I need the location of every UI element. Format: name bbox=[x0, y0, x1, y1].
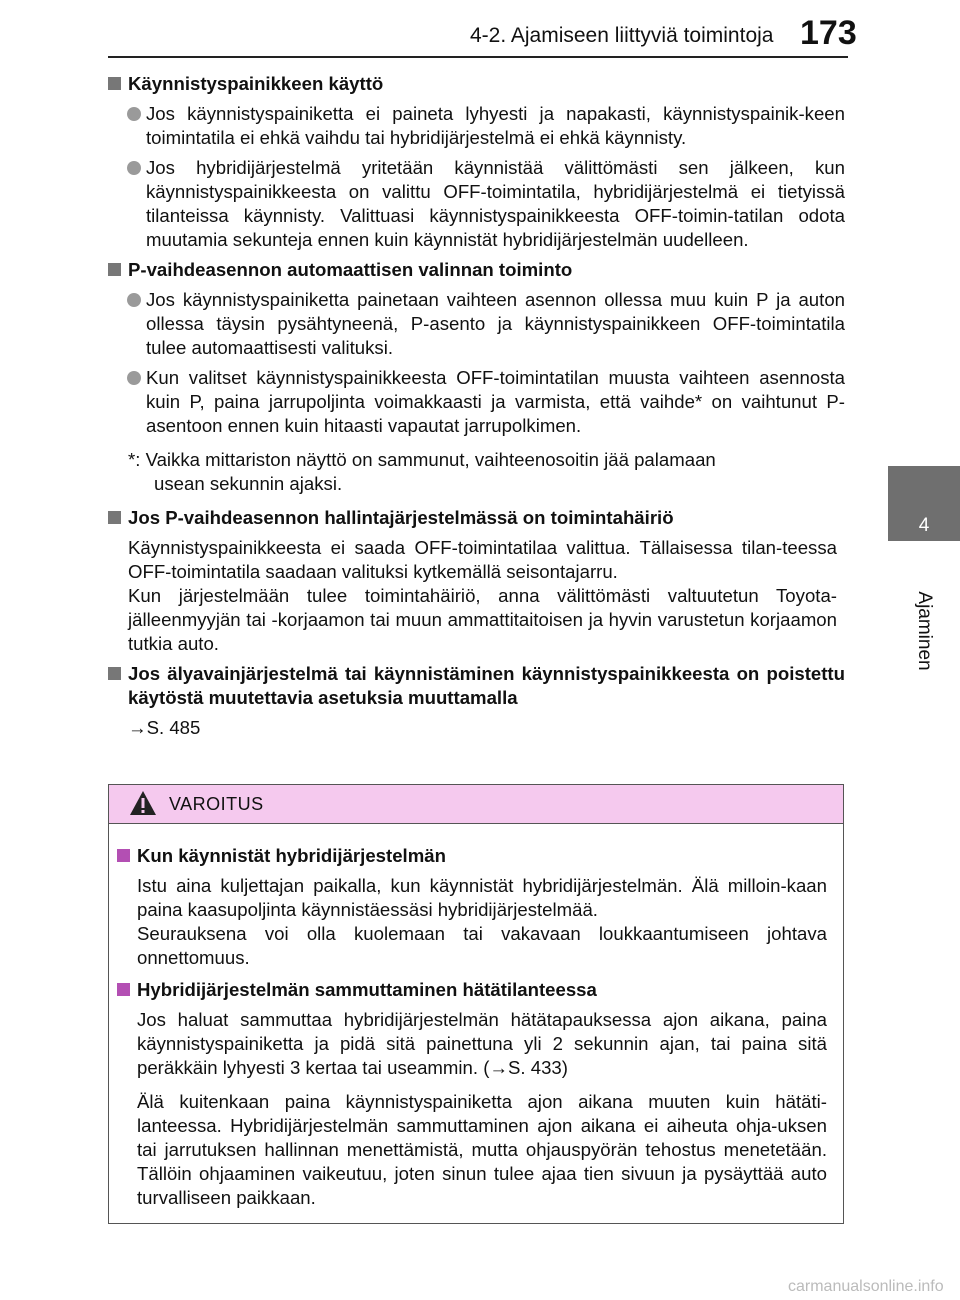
warning-subheading: Kun käynnistät hybridijärjestelmän bbox=[117, 844, 827, 868]
page-reference-link[interactable]: →S. 485 bbox=[128, 717, 201, 738]
main-content bbox=[108, 66, 845, 740]
warning-title: VAROITUS bbox=[169, 794, 264, 814]
chapter-label-box bbox=[888, 541, 960, 781]
warning-header bbox=[109, 785, 843, 824]
section-heading: Jos älyavainjärjestelmä tai käynnistäminen käynnistyspainikkeesta on poistettu käytöstä muutettavia asetuksia muuttamalla bbox=[108, 662, 845, 710]
chapter-tab[interactable] bbox=[888, 466, 960, 541]
page-number: 173 bbox=[800, 14, 857, 52]
warning-paragraph: Älä kuitenkaan paina käynnistyspainiketta ajon aikana muuten kuin hätäti-lanteessa. Hybridijärjestelmän sammuttaminen ajon aikana ei aiheuta ohja-uksen tai jarrutuksen hallinnan menettämistä, mutta ohjauspyörän tehostus menetetään. Tällöin ohjaaminen vaikeutuu, joten sinun tulee ajaa tien sivuun ja pysäyttää auto turvalliseen paikkaan. bbox=[137, 1091, 827, 1208]
bullet-item: Jos käynnistyspainiketta painetaan vaihteen asennon ollessa muu kuin P ja auton ollessa täysin pysähtyneenä, P-asento ja käynnistyspainikkeen OFF-toimintatila tulee automaattisesti valituksi. bbox=[108, 288, 845, 360]
warning-triangle-icon bbox=[129, 790, 157, 816]
chapter-number: 4 bbox=[918, 515, 930, 536]
section-heading: Jos P-vaihdeasennon hallintajärjestelmässä on toimintahäiriö bbox=[108, 506, 845, 530]
bullet-item: Kun valitset käynnistyspainikkeesta OFF-toimintatilan muusta vaihteen asennosta kuin P, paina jarrupoljinta voimakkaasti ja varmista, että vaihde* on vaihtunut P-asentoon ennen kuin hitaasti vapautat jarrupolkimen. bbox=[108, 366, 845, 438]
chapter-label: Ajaminen bbox=[914, 591, 935, 671]
warning-subheading: Hybridijärjestelmän sammuttaminen hätätilanteessa bbox=[117, 978, 827, 1002]
section-heading: Käynnistyspainikkeen käyttö bbox=[108, 72, 845, 96]
bullet-item: Jos hybridijärjestelmä yritetään käynnistää välittömästi sen jälkeen, kun käynnistyspainikkeesta on valittu OFF-toimintatila, hybridijärjestelmä ei tietyissä tilanteissa käynnisty. Valittuasi käynnistyspainikkeesta OFF-toimin-tatilan odota muutamia sekunteja ennen kuin käynnistät hybridijärjestelmän uudelleen. bbox=[108, 156, 845, 252]
warning-box bbox=[108, 784, 844, 1224]
warning-paragraph: Seurauksena voi olla kuolemaan tai vakavaan loukkaantumiseen johtava onnettomuus. bbox=[137, 923, 827, 968]
bullet-item: Jos käynnistyspainiketta ei paineta lyhyesti ja napakasti, käynnistyspainik-keen toimintatila ei ehkä vaihdu tai hybridijärjestelmä ei ehkä käynnisty. bbox=[108, 102, 845, 150]
paragraph: Kun järjestelmään tulee toimintahäiriö, anna välittömästi valtuutetun Toyota-jälleenmyyjän tai -korjaamon tai muun ammattitaitoisen ja hyvin varustetun korjaamon tutkia auto. bbox=[128, 585, 837, 654]
watermark: carmanualsonline.info bbox=[788, 1278, 944, 1295]
warning-body bbox=[109, 824, 843, 1210]
warning-paragraph: Istu aina kuljettajan paikalla, kun käynnistät hybridijärjestelmän. Älä milloin-kaan paina kaasupoljinta käynnistäessäsi hybridijärjestelmää. bbox=[137, 875, 827, 920]
header-title: 4-2. Ajamiseen liittyviä toimintoja bbox=[470, 24, 774, 47]
section-heading: P-vaihdeasennon automaattisen valinnan toiminto bbox=[108, 258, 845, 282]
header-rule bbox=[108, 56, 848, 58]
paragraph: Käynnistyspainikkeesta ei saada OFF-toimintatilaa valittua. Tällaisessa tilan-teessa OFF-toimintatila saadaan valituksi kytkemällä seisontajarru. bbox=[128, 537, 837, 582]
footnote-continuation: usean sekunnin ajaksi. bbox=[154, 473, 343, 494]
footnote-line: *: Vaikka mittariston näyttö on sammunut, vaihteenosoitin jää palamaan bbox=[128, 449, 716, 470]
warning-paragraph: Jos haluat sammuttaa hybridijärjestelmän hätätapauksessa ajon aikana, paina käynnistyspainiketta ja pidä sitä painettuna yli 2 sekunnin ajan, tai paina sitä peräkkäin lyhyesti 3 kertaa tai useammin. (→S. 433) bbox=[137, 1009, 827, 1078]
